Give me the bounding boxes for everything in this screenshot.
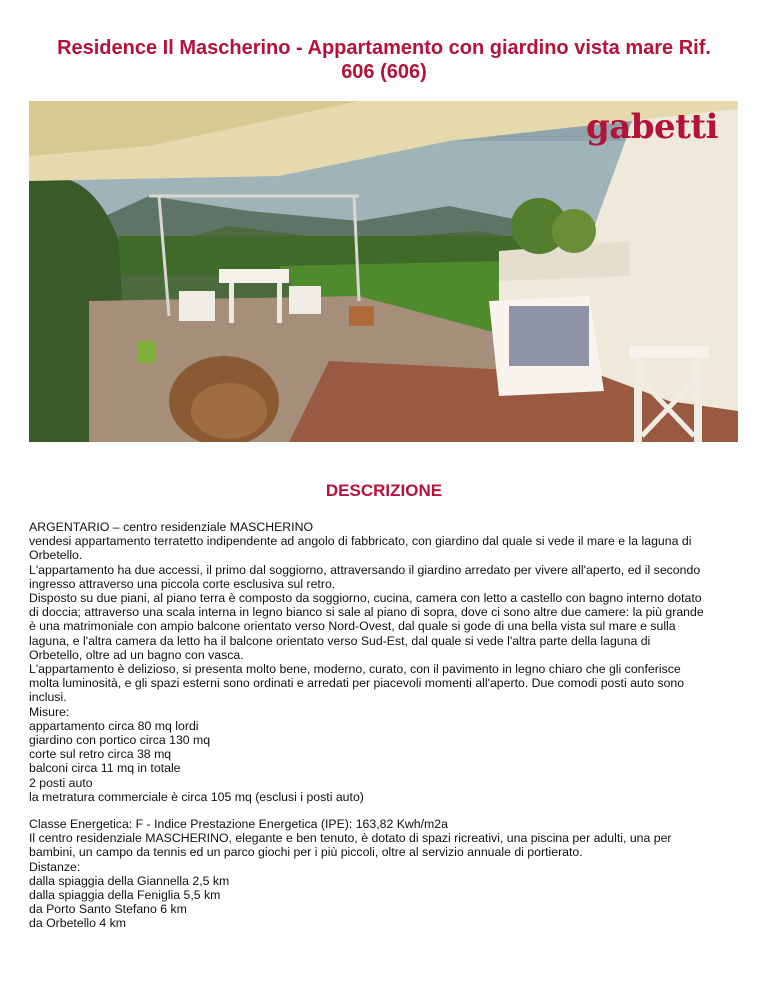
paragraph-gap xyxy=(29,804,741,817)
description-line: Il centro residenziale MASCHERINO, elegante e ben tenuto, è dotato di spazi ricreativi, una piscina per adulti, una per xyxy=(29,831,672,846)
description-line: ingresso attraverso una piccola corte esclusiva sul retro. xyxy=(29,576,336,591)
description-line: da Porto Santo Stefano 6 km xyxy=(29,902,187,917)
description-line: inclusi. xyxy=(29,690,67,705)
description-line: L'appartamento è delizioso, si presenta molto bene, moderno, curato, con il pavimento in legno chiaro che gli conferisce xyxy=(29,662,681,677)
description-line: 2 posti auto xyxy=(29,775,93,790)
description-line: la metratura commerciale è circa 105 mq (esclusi i posti auto) xyxy=(29,789,364,804)
description-line: laguna, e l'altra camera da letto ha il balcone orientato verso Sud-Est, dal quale si vede l'altra parte della laguna di xyxy=(29,633,651,648)
description-line: dalla spiaggia della Giannella 2,5 km xyxy=(29,873,230,888)
energy-class-line: Classe Energetica: F - Indice Prestazione Energetica (IPE): 163,82 Kwh/m2a xyxy=(29,817,448,832)
property-photo xyxy=(29,101,738,442)
section-title-descrizione: DESCRIZIONE xyxy=(325,481,443,500)
description-line: vendesi appartamento terratetto indipendente ad angolo di fabbricato, con giardino dal quale si vede il mare e la laguna di xyxy=(29,534,692,549)
page-title: Residence Il Mascherino - Appartamento con giardino vista mare Rif. 606 (606) xyxy=(57,37,711,83)
description-line: ARGENTARIO – centro residenziale MASCHERINO xyxy=(29,520,314,534)
description-line: è una matrimoniale con ampio balcone orientato verso Nord-Ovest, dal quale si gode di una bella vista sul mare e sulla xyxy=(29,619,676,634)
description-line: di doccia; attraverso una scala interna in legno bianco si sale al piano di sopra, dove ci sono altre due camere: la più grande xyxy=(29,605,704,620)
description-line: dalla spiaggia della Feniglia 5,5 km xyxy=(29,888,221,903)
description-line: giardino con portico circa 130 mq xyxy=(29,733,211,748)
description-line: Distanze: xyxy=(29,859,81,874)
description-line: bambini, un campo da tennis ed un parco giochi per i più piccoli, oltre al servizio annuale di portierato. xyxy=(29,845,583,860)
description-paragraph xyxy=(29,520,741,804)
description-line: da Orbetello 4 km xyxy=(29,916,127,931)
description-line: molta luminosità, e gli spazi esterni sono ordinati e arredati per piacevoli momenti all'aperto. Due comodi posti auto sono xyxy=(29,676,685,691)
description-line: Disposto su due piani, al piano terra è composto da soggiorno, cucina, camera con letto a castello con bagno interno dotato xyxy=(29,591,702,606)
description-line: Orbetello. xyxy=(29,548,83,563)
garden-terrace-image xyxy=(29,101,738,442)
description-line: appartamento circa 80 mq lordi xyxy=(29,718,199,733)
description-line: corte sul retro circa 38 mq xyxy=(29,747,172,762)
description-paragraph-2 xyxy=(29,817,741,931)
description-text xyxy=(29,520,741,931)
description-line: Misure: xyxy=(29,704,70,719)
gabetti-logo: gabetti xyxy=(585,107,718,147)
description-line: L'appartamento ha due accessi, il primo dal soggiorno, attraversando il giardino arredato per vivere all'aperto, ed il secondo xyxy=(29,562,701,577)
description-line: Orbetello, oltre ad un bagno con vasca. xyxy=(29,647,244,662)
description-line: balconi circa 11 mq in totale xyxy=(29,761,181,776)
